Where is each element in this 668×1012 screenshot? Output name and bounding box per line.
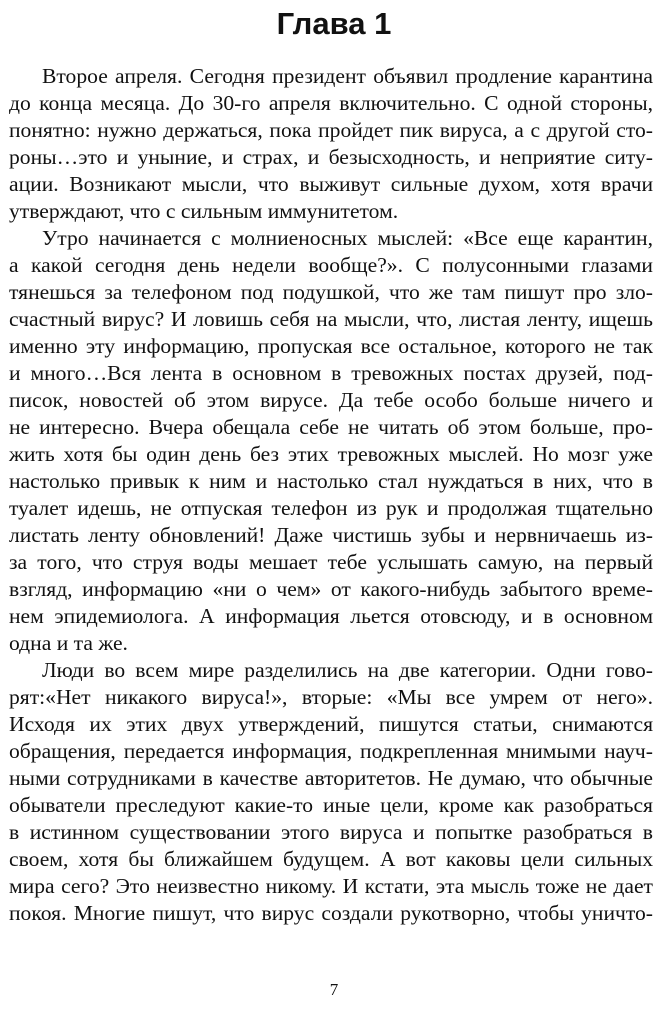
page-number: 7 xyxy=(329,980,339,999)
text-line: взгляд, информацию «ни о чем» от какого-нибудь забытого време- xyxy=(9,577,653,601)
text-line: писок, новостей об этом вирусе. Да тебе особо больше ничего и xyxy=(9,388,653,412)
text-line: нем эпидемиолога. А информация льется отовсюду, и в основном xyxy=(9,604,653,628)
text-line: покоя. Многие пишут, что вирус создали рукотворно, чтобы уничто- xyxy=(9,901,653,925)
text-line: до конца месяца. До 30-го апреля включительно. С одной стороны, xyxy=(9,91,653,115)
text-line: в истинном существовании этого вируса и попытке разобраться в xyxy=(9,820,653,844)
text-line: своем, хотя бы ближайшем будущем. А вот каковы цели сильных xyxy=(9,847,653,871)
paragraph-2 xyxy=(9,225,653,657)
text-line: счастный вирус? И ловишь себя на мысли, что, листая ленту, ищешь xyxy=(9,307,653,331)
text-line: Исходя их этих двух утверждений, пишутся статьи, снимаются xyxy=(9,712,653,736)
text-line: мира сего? Это неизвестно никому. И кстати, эта мысль тоже не дает xyxy=(9,874,653,898)
text-line: ными сотрудниками в качестве авторитетов. Не думаю, что обычные xyxy=(9,766,653,790)
text-line: именно эту информацию, пропуская все остальное, которого не так xyxy=(9,334,653,358)
text-line: листать ленту обновлений! Даже чистишь зубы и нервничаешь из- xyxy=(9,523,653,547)
text-line: не интересно. Вчера обещала себе не читать об этом больше, про- xyxy=(9,415,653,439)
text-line: одна и та же. xyxy=(9,631,128,655)
paragraph-3 xyxy=(9,657,653,927)
text-line: за того, что струя воды мешает тебе услышать самую, на первый xyxy=(9,550,653,574)
text-line: жить хотя бы один день без этих тревожных мыслей. Но мозг уже xyxy=(9,442,653,466)
paragraph-1 xyxy=(9,63,653,225)
chapter-body xyxy=(9,63,653,927)
text-line: понятно: нужно держаться, пока пройдет пик вируса, а с другой сто- xyxy=(9,118,653,142)
text-line: туалет идешь, не отпуская телефон из рук и продолжая тщательно xyxy=(9,496,653,520)
text-line: обращения, передается информация, подкрепленная мнимыми науч- xyxy=(9,739,653,763)
text-line: Второе апреля. Сегодня президент объявил продление карантина xyxy=(42,64,653,88)
chapter-title: Глава 1 xyxy=(276,6,392,41)
text-line: а какой сегодня день недели вообще?». С полусонными глазами xyxy=(9,253,653,277)
text-line: рят:«Нет никакого вируса!», вторые: «Мы все умрем от него». xyxy=(9,685,653,709)
text-line: ации. Возникают мысли, что выживут сильные духом, хотя врачи xyxy=(9,172,653,196)
text-line: Люди во всем мире разделились на две категории. Одни гово- xyxy=(42,658,653,682)
text-line: настолько привык к ним и настолько стал нуждаться в них, что в xyxy=(9,469,653,493)
text-line: роны…это и уныние, и страх, и безысходность, и неприятие ситу- xyxy=(9,145,653,169)
text-line: и много…Вся лента в основном в тревожных постах друзей, под- xyxy=(9,361,653,385)
text-line: утверждают, что с сильным иммунитетом. xyxy=(9,199,399,223)
text-line: обыватели преследуют какие-то иные цели, кроме как разобраться xyxy=(9,793,653,817)
text-line: тянешься за телефоном под подушкой, что же там пишут про зло- xyxy=(9,280,653,304)
text-line: Утро начинается с молниеносных мыслей: «Все еще карантин, xyxy=(42,226,653,250)
